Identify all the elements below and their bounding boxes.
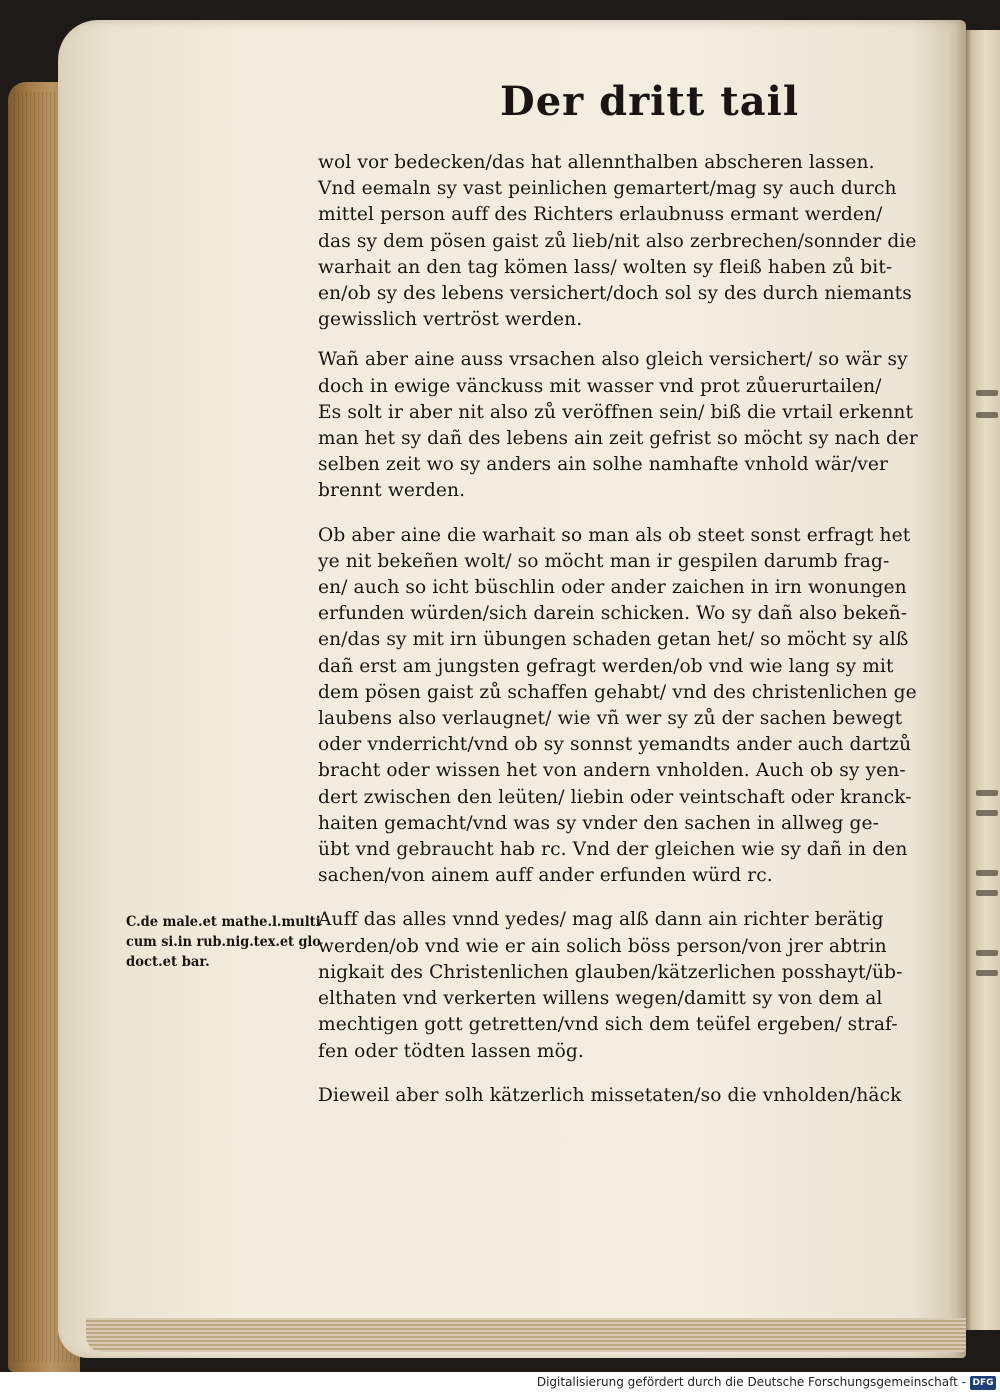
text-line: Vnd eemaln sy vast peinlichen gemartert/mag sy auch durch	[318, 178, 897, 200]
text-line: wol vor bedecken/das hat allennthalben abscheren lassen.	[318, 152, 875, 173]
facing-page-mark	[976, 890, 998, 896]
text-line: dert zwischen den leüten/ liebin oder veintschaft oder kranck-	[318, 786, 912, 808]
marginal-note-line: C.de male.et mathe.l.multi	[126, 914, 321, 930]
footer	[0, 1372, 1000, 1395]
text-line: oder vnderricht/vnd ob sy sonnst yemandts ander auch dartzů	[318, 734, 912, 756]
facing-page-mark	[976, 412, 998, 418]
text-line: Ob aber aine die warhait so man als ob steet sonst erfragt het	[318, 524, 911, 546]
text-line: en/ auch so icht büschlin oder ander zaichen in irn wonungen	[318, 577, 907, 599]
marginal-note-line: doct.et bar.	[126, 954, 210, 970]
facing-page-mark	[976, 870, 998, 876]
facing-page-mark	[976, 810, 998, 816]
running-head: Der dritt tail	[500, 78, 800, 125]
text-line: werden/ob vnd wie er ain solich böss person/von jrer abtrin	[318, 935, 887, 957]
text-line: erfunden würden/sich darein schicken. Wo sy dañ also bekeñ-	[318, 603, 908, 625]
paragraph	[318, 347, 918, 504]
text-line: mechtigen gott getretten/vnd sich dem teüfel ergeben/ straf-	[318, 1014, 898, 1036]
text-line: haiten gemacht/vnd was sy vnder den sachen in allweg ge-	[318, 812, 880, 834]
text-line: warhait an den tag kömen lass/ wolten sy fleiß haben zů bit-	[318, 256, 893, 278]
text-line: man het sy dañ des lebens ain zeit gefrist so möcht sy nach der	[318, 428, 918, 450]
text-block	[318, 150, 918, 1127]
text-line: en/das sy mit irn übungen schaden getan het/ so möcht sy alß	[318, 629, 909, 651]
text-line: doch in ewige vänckuss mit wasser vnd prot zůuerurtailen/	[318, 375, 882, 397]
text-line: mittel person auff des Richters erlaubnuss ermant werden/	[318, 204, 883, 226]
text-line: übt vnd gebraucht hab rc. Vnd der gleichen wie sy dañ in den	[318, 839, 908, 861]
text-line: dem pösen gaist zů schaffen gehabt/ vnd des christenlichen ge	[318, 681, 917, 703]
text-line: gewisslich vertröst werden.	[318, 309, 583, 331]
facing-page-edge	[962, 30, 1000, 1330]
paragraph	[318, 523, 918, 890]
text-line: laubens also verlaugnet/ wie vñ wer sy zů der sachen bewegt	[318, 708, 903, 730]
marginal-note-line: cum si.in rub.nig.tex.et glo	[126, 934, 321, 950]
paragraph	[318, 1083, 918, 1109]
facing-page-mark	[976, 390, 998, 396]
text-line: en/ob sy des lebens versichert/doch sol sy des durch niemants	[318, 283, 912, 305]
marginal-note	[126, 912, 326, 972]
text-line: sachen/von ainem auff ander erfunden würd rc.	[318, 865, 773, 887]
text-line: ye nit bekeñen wolt/ so möcht man ir gespilen darumb frag-	[318, 550, 890, 572]
text-line: Auff das alles vnnd yedes/ mag alß dann ain richter berätig	[318, 909, 884, 931]
text-line: bracht oder wissen het von andern vnholden. Auch ob sy yen-	[318, 760, 906, 782]
facing-page-mark	[976, 970, 998, 976]
text-line: das sy dem pösen gaist zů lieb/nit also zerbrechen/sonnder die	[318, 230, 917, 252]
dfg-logo-icon: DFG	[970, 1376, 996, 1390]
text-line: elthaten vnd verkerten willens wegen/damitt sy von dem al	[318, 988, 883, 1010]
paragraph	[318, 150, 918, 333]
facing-page-mark	[976, 950, 998, 956]
text-line: brennt werden.	[318, 480, 466, 502]
footer-credit: Digitalisierung gefördert durch die Deutsche Forschungsgemeinschaft -	[536, 1375, 966, 1389]
text-line: nigkait des Christenlichen glauben/kätzerlichen posshayt/üb-	[318, 961, 903, 983]
facing-page-mark	[976, 790, 998, 796]
text-line: dañ erst am jungsten gefragt werden/ob vnd wie lang sy mit	[318, 655, 894, 677]
text-line: fen oder tödten lassen mög.	[318, 1040, 584, 1062]
text-line: Es solt ir aber nit also zů veröffnen sein/ biß die vrtail erkennt	[318, 401, 914, 423]
paragraph	[318, 907, 918, 1064]
page-stack-edge	[86, 1318, 966, 1352]
text-line: Wañ aber aine auss vrsachen also gleich versichert/ so wär sy	[318, 349, 908, 371]
text-line: Dieweil aber solh kätzerlich missetaten/so die vnholden/häck	[318, 1084, 902, 1106]
text-line: selben zeit wo sy anders ain solhe namhafte vnhold wär/ver	[318, 454, 888, 476]
